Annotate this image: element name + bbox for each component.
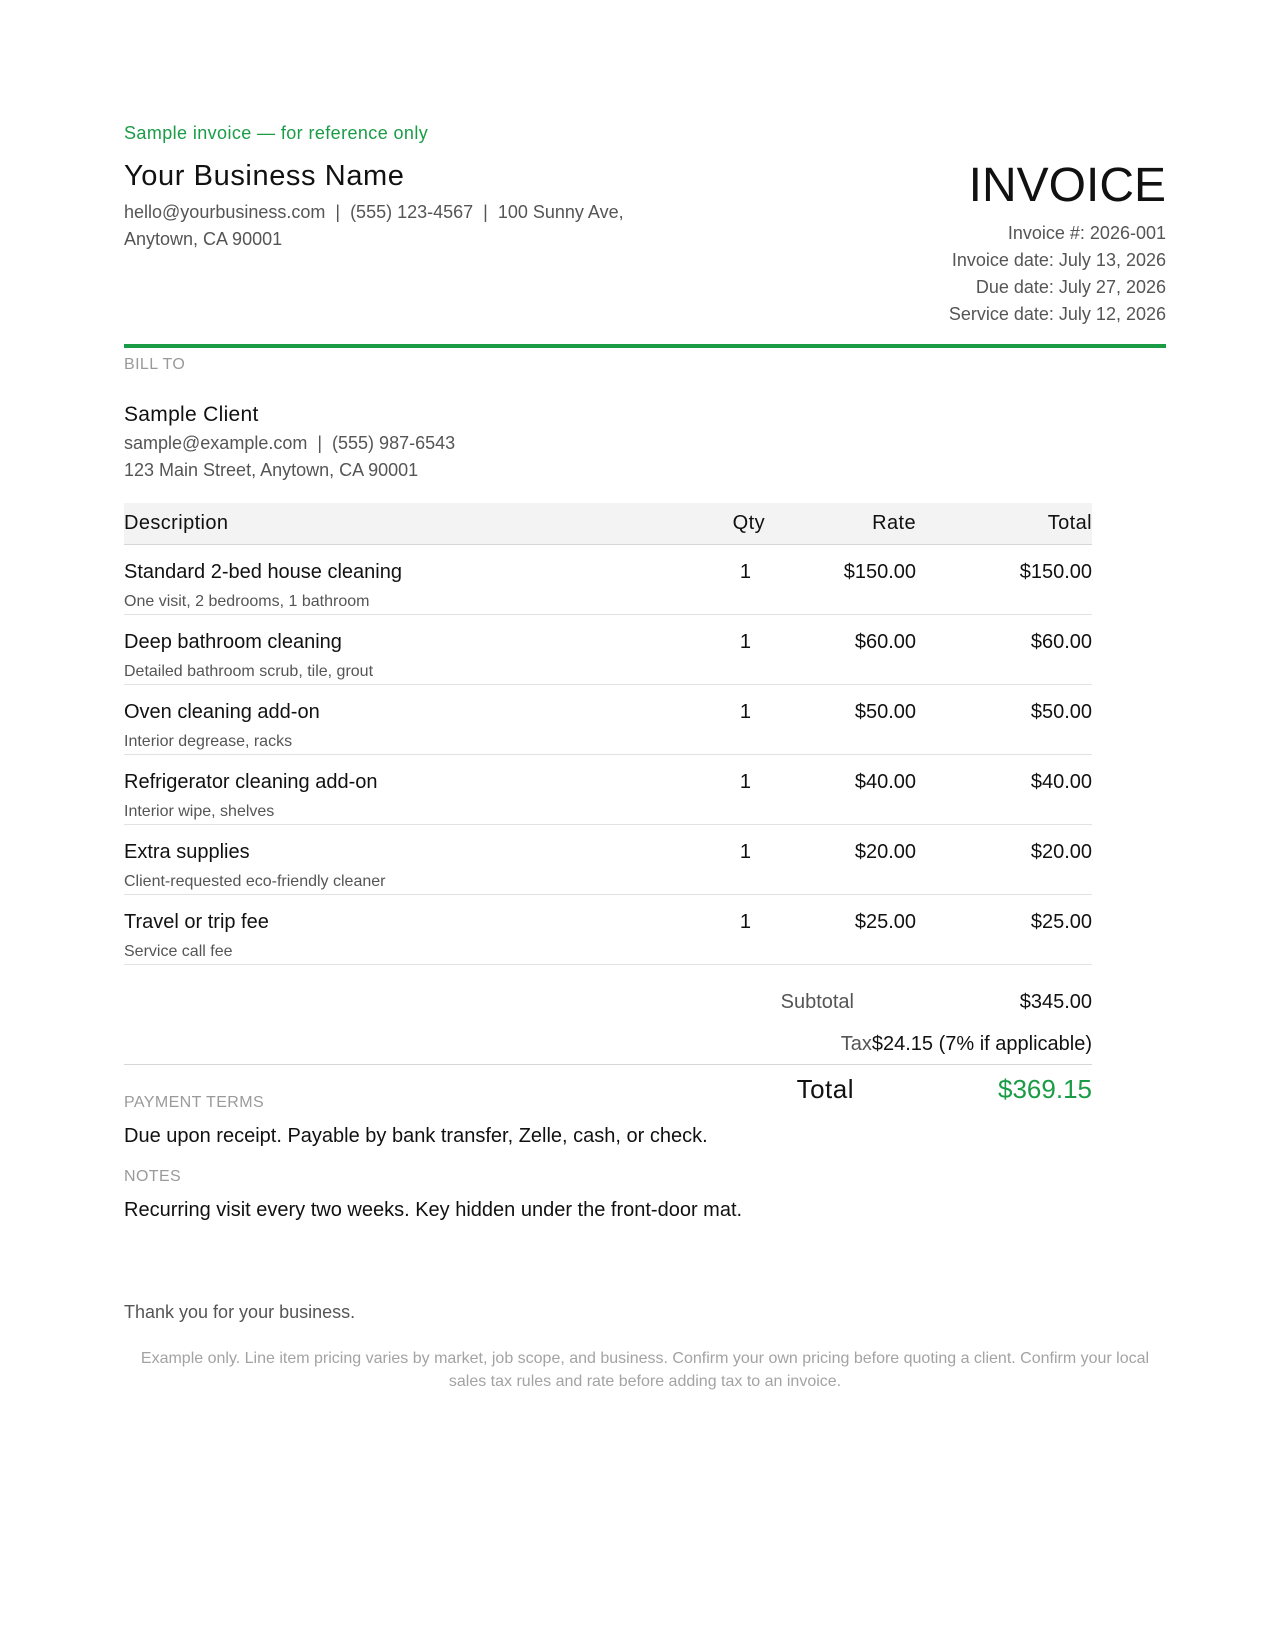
item-name: Extra supplies [124, 841, 250, 863]
due-date: July 27, 2026 [1058, 277, 1166, 297]
item-qty: 1 [739, 771, 751, 793]
client-name: Sample Client [124, 403, 259, 426]
thank-you-note: Thank you for your business. [124, 1302, 356, 1322]
item-name: Refrigerator cleaning add-on [124, 771, 378, 793]
item-qty: 1 [739, 701, 751, 723]
separator: | [317, 433, 323, 453]
item-qty: 1 [739, 631, 751, 653]
item-rate: $20.00 [854, 841, 916, 863]
invoice-date-label: Invoice date: [951, 250, 1054, 270]
invoice-page [124, 0, 1166, 1650]
invoice-title: INVOICE [968, 159, 1166, 212]
item-total: $150.00 [1019, 561, 1092, 583]
item-total: $60.00 [1030, 631, 1092, 653]
item-total: $20.00 [1030, 841, 1092, 863]
item-detail: Client-requested eco-friendly cleaner [124, 873, 386, 890]
invoice-number-row [949, 220, 1166, 247]
payment-terms-text: Due upon receipt. Payable by bank transfer, Zelle, cash, or check. [124, 1125, 708, 1147]
table-row [124, 825, 1092, 895]
separator: | [483, 202, 488, 222]
service-date: July 12, 2026 [1058, 304, 1166, 324]
invoice-number: 2026-001 [1089, 223, 1166, 243]
header-rate: Rate [872, 512, 916, 534]
sample-note: Sample invoice — for reference only [124, 123, 429, 143]
item-detail: Detailed bathroom scrub, tile, grout [124, 663, 374, 680]
totals-block [124, 968, 1092, 1108]
disclaimer: Example only. Line item pricing varies by market, job scope, and business. Confirm your own pricing before quoting a client. Confirm your local sales tax rules and rate before adding tax to an invoice. [140, 1350, 1150, 1390]
item-qty: 1 [739, 841, 751, 863]
header-total: Total [1047, 512, 1092, 534]
item-name: Travel or trip fee [124, 911, 269, 933]
tax-label: Tax [840, 1033, 872, 1055]
item-qty: 1 [739, 911, 751, 933]
notes-text: Recurring visit every two weeks. Key hidden under the front-door mat. [124, 1199, 743, 1221]
client-address: 123 Main Street, Anytown, CA 90001 [124, 460, 419, 480]
header-qty: Qty [732, 512, 765, 534]
business-address-line1: 100 Sunny Ave, [497, 202, 624, 222]
item-name: Standard 2-bed house cleaning [124, 561, 402, 583]
client-contact [124, 430, 455, 484]
item-total: $40.00 [1030, 771, 1092, 793]
item-detail: Service call fee [124, 943, 233, 960]
subtotal-value: $345.00 [1019, 991, 1092, 1013]
tax-value: $24.15 (7% if applicable) [871, 1033, 1092, 1055]
table-row [124, 895, 1092, 965]
total-value: $369.15 [998, 1074, 1092, 1104]
item-rate: $50.00 [854, 701, 916, 723]
invoice-number-label: Invoice #: [1007, 223, 1085, 243]
tax-line [841, 1033, 1092, 1056]
due-date-label: Due date: [975, 277, 1054, 297]
line-items-table [124, 503, 1092, 965]
item-total: $50.00 [1030, 701, 1092, 723]
item-rate: $25.00 [854, 911, 916, 933]
business-contact [124, 199, 664, 253]
payment-terms-label: PAYMENT TERMS [124, 1094, 265, 1111]
total-label: Total [796, 1074, 854, 1104]
item-total: $25.00 [1030, 911, 1092, 933]
invoice-meta [949, 220, 1166, 328]
notes-label: NOTES [124, 1168, 182, 1185]
item-name: Oven cleaning add-on [124, 701, 320, 723]
client-email: sample@example.com [124, 433, 308, 453]
invoice-date: July 13, 2026 [1058, 250, 1166, 270]
invoice-date-row [949, 247, 1166, 274]
business-email: hello@yourbusiness.com [124, 202, 326, 222]
header-description: Description [124, 512, 229, 534]
bill-to-label: BILL TO [124, 356, 186, 373]
table-row [124, 615, 1092, 685]
item-rate: $40.00 [854, 771, 916, 793]
table-row [124, 685, 1092, 755]
header-divider [124, 344, 1166, 348]
business-address-line2: Anytown, CA 90001 [124, 229, 283, 249]
totals-divider [124, 1064, 1092, 1065]
table-row [124, 755, 1092, 825]
business-name: Your Business Name [124, 160, 405, 192]
client-phone: (555) 987-6543 [332, 433, 456, 453]
item-qty: 1 [739, 561, 751, 583]
item-rate: $150.00 [843, 561, 916, 583]
table-header [124, 503, 1092, 545]
item-name: Deep bathroom cleaning [124, 631, 342, 653]
item-rate: $60.00 [854, 631, 916, 653]
subtotal-label: Subtotal [780, 991, 854, 1013]
separator: | [335, 202, 341, 222]
table-row [124, 545, 1092, 615]
item-detail: Interior wipe, shelves [124, 803, 275, 820]
service-date-row [949, 301, 1166, 328]
item-detail: Interior degrease, racks [124, 733, 293, 750]
business-phone: (555) 123-4567 [350, 202, 474, 222]
due-date-row [949, 274, 1166, 301]
service-date-label: Service date: [948, 304, 1054, 324]
item-detail: One visit, 2 bedrooms, 1 bathroom [124, 593, 370, 610]
